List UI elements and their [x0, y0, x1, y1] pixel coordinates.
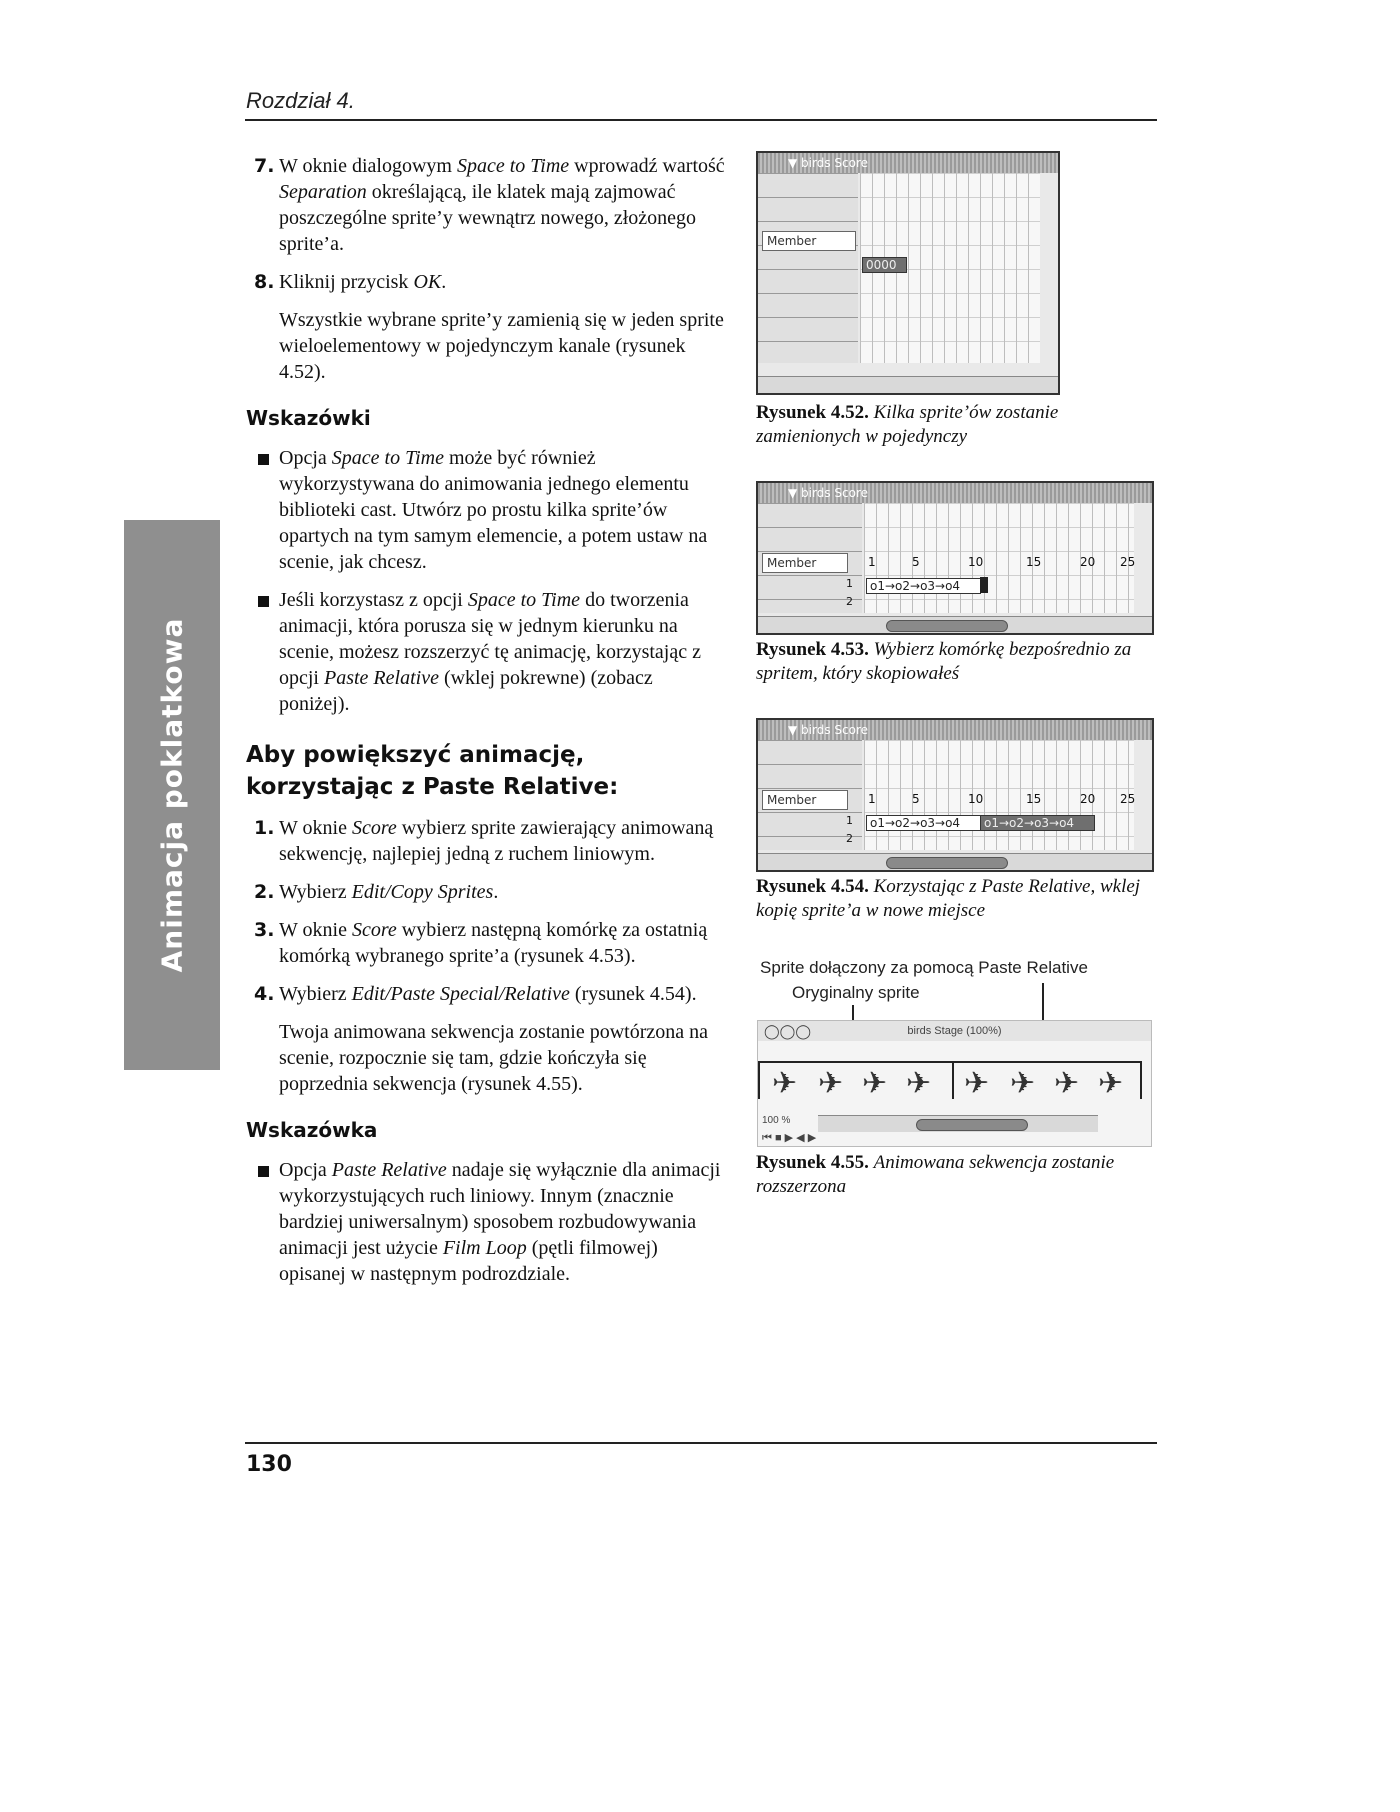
page-number: 130 [246, 1452, 292, 1477]
section-heading-line: korzystając z Paste Relative: [246, 774, 619, 800]
channel-number: 2 [846, 595, 853, 608]
frame-number: 5 [912, 792, 920, 806]
figure-4-53-score-window [756, 481, 1154, 635]
member-dropdown[interactable]: Member [762, 790, 848, 810]
frame-number: 20 [1080, 555, 1096, 569]
step-8 [246, 269, 726, 295]
text: Wybierz [279, 881, 352, 903]
text: . [441, 271, 447, 293]
step-number: 4. [254, 983, 275, 1005]
frame-number: 15 [1026, 555, 1042, 569]
bird-icon: ✈ [1054, 1067, 1080, 1100]
figure-4-54-caption [756, 875, 1156, 923]
window-titlebar: ▼ birds Score [758, 483, 1152, 503]
figure-4-52-score-window [756, 151, 1060, 395]
bird-icon: ✈ [1010, 1067, 1036, 1100]
side-tab-label: Animacja poklatkowa [155, 617, 189, 973]
figure-4-55-caption [756, 1151, 1156, 1199]
caption-label: Rysunek 4.53. [756, 639, 869, 660]
sprite-span-pasted[interactable]: o1→o2→o3→o4 [980, 815, 1095, 831]
selected-cell[interactable] [980, 577, 988, 593]
zoom-level[interactable]: 100 % [762, 1115, 791, 1126]
figure-4-53-caption [756, 638, 1156, 686]
paragraph: Wszystkie wybrane sprite’y zamienią się w jeden sprite wieloelementowy w pojedynczym kanale (rysunek 4.52). [279, 309, 724, 383]
header-rule [245, 119, 1157, 121]
text: Wybierz [279, 983, 352, 1005]
term: Space to Time [331, 447, 444, 469]
tips-heading: Wskazówki [246, 406, 371, 430]
playback-controls[interactable]: ⏮ ■ ▶ ◀ ▶ [762, 1132, 817, 1144]
caption-text: Wybierz komórkę bezpośrednio za spritem, który skopiowałeś [756, 639, 1132, 684]
term: Paste Relative [331, 1159, 447, 1181]
frame-number: 15 [1026, 792, 1042, 806]
term: Score [351, 919, 397, 941]
frame-number: 20 [1080, 792, 1096, 806]
bird-icon: ✈ [1098, 1067, 1124, 1100]
figure-4-52-caption [756, 401, 1156, 449]
caption-label: Rysunek 4.54. [756, 876, 869, 897]
tip-item [246, 587, 726, 717]
text: określającą, ile klatek mają zajmować poszczególne sprite’y wewnątrz nowego, złożonego sprite’a. [279, 181, 697, 255]
text: . [493, 881, 499, 903]
bullet-square-icon [258, 1166, 269, 1177]
bird-icon: ✈ [818, 1067, 844, 1100]
annotation-original-sprite: Oryginalny sprite [792, 983, 920, 1002]
bird-icon: ✈ [964, 1067, 990, 1100]
step-number: 7. [254, 155, 275, 177]
window-title: birds Score [801, 156, 869, 170]
term: Separation [279, 181, 367, 203]
tip-heading: Wskazówka [246, 1118, 378, 1142]
step-4 [246, 981, 726, 1007]
member-dropdown[interactable]: Member [762, 553, 848, 573]
section-heading [246, 739, 726, 803]
horizontal-scrollbar[interactable] [758, 616, 1152, 633]
caption-text: Kilka sprite’ów zostanie zamienionych w pojedynczy [756, 402, 1059, 447]
text: może być również wykorzystywana do animowania jednego elementu biblioteki cast. Utwórz po prostu kilka sprite’ów opartych na tym samym elemencie, a potem ustaw na scenie, jak chcesz. [279, 447, 708, 573]
frame-number: 10 [968, 792, 984, 806]
caption-text: Korzystając z Paste Relative, wklej kopię sprite’a w nowe miejsce [756, 876, 1141, 921]
text: wybierz następną komórkę za ostatnią komórką wybranego sprite’a (rysunek 4.53). [279, 919, 708, 967]
caption-text: Animowana sekwencja zostanie rozszerzona [756, 1152, 1115, 1197]
term: Film Loop [442, 1237, 527, 1259]
annotation-pasted-sprite: Sprite dołączony za pomocą Paste Relative [760, 958, 1088, 977]
channel-number: 1 [846, 814, 853, 827]
text: (rysunek 4.54). [569, 983, 697, 1005]
bullet-square-icon [258, 454, 269, 465]
member-dropdown[interactable]: Member [762, 231, 856, 251]
text: Opcja [279, 447, 332, 469]
frame-number: 1 [868, 792, 876, 806]
window-title: birds Stage (100%) [907, 1025, 1002, 1037]
figure-4-54-score-window [756, 718, 1154, 872]
horizontal-scrollbar[interactable] [758, 376, 1058, 393]
sprite-span[interactable]: o1→o2→o3→o4 [866, 578, 981, 594]
step-3 [246, 917, 726, 969]
figure-4-55-stage-window [757, 1020, 1152, 1147]
text: Jeśli korzystasz z opcji [279, 589, 468, 611]
bird-icon: ✈ [906, 1067, 932, 1100]
step-number: 3. [254, 919, 275, 941]
tip-item [246, 1157, 726, 1287]
window-title: birds Score [801, 486, 869, 500]
frame-number: 25 [1120, 792, 1136, 806]
scroll-thumb[interactable] [886, 857, 1008, 869]
frame-number: 1 [868, 555, 876, 569]
text: W oknie [279, 919, 352, 941]
window-titlebar: ▼ birds Score [758, 153, 1058, 173]
main-text-column [246, 153, 726, 1299]
term: Score [351, 817, 397, 839]
sprite-span-original[interactable]: o1→o2→o3→o4 [866, 815, 981, 831]
paragraph: Twoja animowana sekwencja zostanie powtórzona na scenie, rozpocznie się tam, gdzie kończyła się poprzednia sekwencja (rysunek 4.55). [279, 1021, 708, 1095]
caption-label: Rysunek 4.55. [756, 1152, 869, 1173]
horizontal-scrollbar[interactable] [818, 1115, 1098, 1132]
tip-item [246, 445, 726, 575]
frame-number: 5 [912, 555, 920, 569]
window-titlebar [758, 1021, 1151, 1041]
term: Space to Time [467, 589, 581, 611]
channel-column [758, 173, 858, 363]
horizontal-scrollbar[interactable] [758, 853, 1152, 870]
sprite-span[interactable]: 0000 [862, 257, 907, 273]
step-2 [246, 879, 726, 905]
step-number: 2. [254, 881, 275, 903]
text: nadaje się wyłącznie dla animacji wykorzystujących ruch liniowy. Innym (znacznie bardziej uniwersalnym) sposobem rozbudowywania animacji jest użycie [279, 1159, 721, 1259]
text: do tworzenia animacji, która porusza się w jednym kierunku na scenie, możesz rozszerzyć tę animację, korzystając z opcji [279, 589, 701, 689]
text: W oknie [279, 817, 352, 839]
term: Edit/Paste Special/Relative [351, 983, 570, 1005]
window-title: birds Score [801, 723, 869, 737]
text: Kliknij przycisk [279, 271, 414, 293]
text: Opcja [279, 1159, 332, 1181]
footer-rule [245, 1442, 1157, 1444]
chapter-header: Rozdział 4. [246, 88, 355, 113]
step-7 [246, 153, 726, 257]
window-buttons-icon[interactable]: ◯◯◯ [764, 1023, 812, 1039]
text: (pętli filmowej) opisanej w następnym podrozdziale. [279, 1237, 658, 1285]
frame-number: 25 [1120, 555, 1136, 569]
side-tab [124, 520, 220, 1070]
channel-number: 2 [846, 832, 853, 845]
bird-icon: ✈ [772, 1067, 798, 1100]
channel-number: 1 [846, 577, 853, 590]
text: (wklej pokrewne) (zobacz poniżej). [279, 667, 653, 715]
scroll-thumb[interactable] [886, 620, 1008, 632]
bullet-square-icon [258, 596, 269, 607]
scroll-thumb[interactable] [916, 1119, 1028, 1131]
term: Edit/Copy Sprites [351, 881, 494, 903]
window-titlebar: ▼ birds Score [758, 720, 1152, 740]
text: wprowadź wartość [569, 155, 725, 177]
step-number: 8. [254, 271, 275, 293]
step-1 [246, 815, 726, 867]
step-number: 1. [254, 817, 275, 839]
frame-number: 10 [968, 555, 984, 569]
bird-icon: ✈ [862, 1067, 888, 1100]
caption-label: Rysunek 4.52. [756, 402, 869, 423]
term: Space to Time [456, 155, 570, 177]
term: Paste Relative [324, 667, 439, 689]
text: wybierz sprite zawierający animowaną sekwencję, najlepiej jedną z ruchem liniowym. [279, 817, 714, 865]
section-heading-line: Aby powiększyć animację, [246, 742, 585, 768]
text: W oknie dialogowym [279, 155, 457, 177]
term: OK [413, 271, 442, 293]
